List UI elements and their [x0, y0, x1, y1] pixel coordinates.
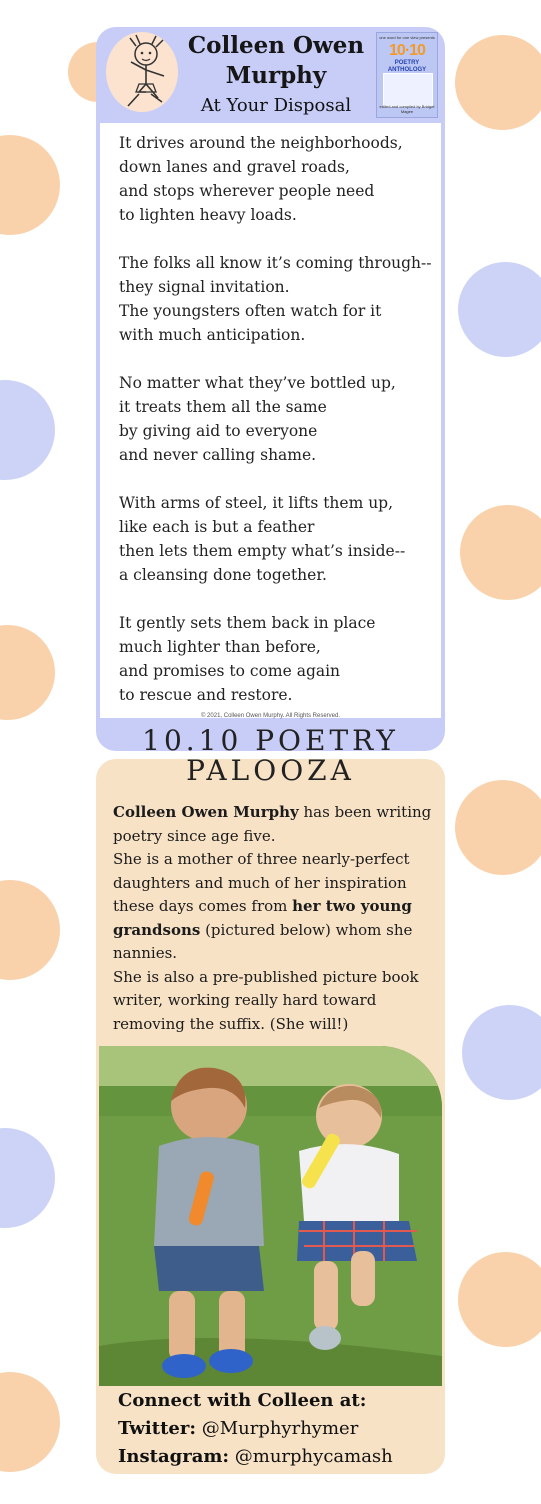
twitter-row	[118, 1415, 438, 1443]
blue-dot	[458, 262, 541, 357]
poem-header	[96, 27, 445, 123]
poem-body	[100, 123, 441, 718]
poem-line: With arms of steel, it lifts them up,	[119, 494, 394, 512]
poem-line: and promises to come again	[119, 662, 341, 680]
poem-line: No matter what they’ve bottled up,	[119, 374, 396, 392]
blue-dot	[462, 1005, 541, 1100]
book-number: 10·10	[389, 42, 425, 59]
instagram-row	[118, 1443, 438, 1471]
stick-figure-girl-icon	[106, 32, 178, 112]
bio-text: (pictured below) whom she nannies.	[113, 920, 413, 962]
copyright-notice: © 2021, Colleen Owen Murphy. All Rights Reserved.	[200, 713, 341, 719]
poem-line: to lighten heavy loads.	[119, 206, 297, 224]
poem-stanza	[119, 131, 441, 227]
orange-dot	[455, 780, 541, 875]
poem-line: then lets them empty what’s inside--	[119, 542, 406, 560]
poem-stanza	[119, 371, 441, 467]
contact-info	[118, 1387, 438, 1471]
blue-dot	[0, 380, 55, 480]
poem-card	[96, 27, 445, 751]
poem-line: The youngsters often watch for it	[119, 302, 382, 320]
poem-title: At Your Disposal	[200, 95, 352, 116]
author-name: Colleen Owen Murphy	[187, 32, 365, 89]
bio-paragraph	[113, 966, 433, 1037]
bio-paragraph	[113, 848, 433, 966]
poem-stanza	[119, 491, 441, 587]
orange-dot	[0, 880, 60, 980]
poem-line: with much anticipation.	[119, 326, 306, 344]
poem-line: a cleansing done together.	[119, 566, 327, 584]
bio-text: She is also a pre-published picture book writer, working really hard toward removing the suffix. (She will!)	[113, 967, 419, 1033]
poem-line: and stops wherever people need	[119, 182, 375, 200]
poem-line: It drives around the neighborhoods,	[119, 134, 403, 152]
orange-dot	[0, 625, 55, 720]
instagram-handle[interactable]: @murphycamash	[229, 1446, 393, 1467]
poem-line: It gently sets them back in place	[119, 614, 376, 632]
poem-line: much lighter than before,	[119, 638, 321, 656]
section-title: 10.10 POETRY PALOOZA	[142, 724, 399, 787]
poem-line: down lanes and gravel roads,	[119, 158, 350, 176]
twitter-label: Twitter:	[118, 1418, 196, 1439]
book-byline: edited and compiled by Bridget Magee	[379, 104, 435, 114]
orange-dot	[0, 135, 60, 235]
bio-text: She is a mother of three nearly-perfect daughters and much of her inspiration these days comes from	[113, 850, 410, 915]
bio-author-name: Colleen Owen Murphy	[113, 803, 299, 821]
contact-heading: Connect with Colleen at:	[118, 1390, 367, 1411]
bio-paragraph	[113, 801, 433, 848]
book-top-text: one word for one view presents	[379, 35, 435, 40]
twitter-handle[interactable]: @Murphyrhymer	[195, 1418, 359, 1439]
orange-dot	[455, 35, 541, 130]
orange-dot	[460, 505, 541, 600]
orange-dot	[458, 1252, 541, 1347]
poem-line: and never calling shame.	[119, 446, 317, 464]
book-title: POETRY ANTHOLOGY	[387, 60, 427, 73]
anthology-book-cover	[376, 32, 438, 118]
poem-line: to rescue and restore.	[119, 686, 293, 704]
instagram-label: Instagram:	[118, 1446, 230, 1467]
bio-card	[96, 759, 445, 1474]
orange-dot	[0, 1372, 60, 1472]
poem-line: like each is but a feather	[119, 518, 315, 536]
bio-text: has been writing poetry since age five.	[113, 803, 432, 845]
blue-dot	[0, 1128, 55, 1228]
poem-line: they signal invitation.	[119, 278, 290, 296]
poem-line: it treats them all the same	[119, 398, 327, 416]
poem-stanza	[119, 251, 441, 347]
grandsons-photo	[99, 1046, 442, 1386]
book-cover-art	[383, 73, 433, 107]
bio-grandsons: her two young grandsons	[113, 897, 412, 939]
author-bio	[113, 801, 433, 1036]
poem-line: by giving aid to everyone	[119, 422, 318, 440]
poem-stanza	[119, 611, 441, 707]
poem-line: The folks all know it’s coming through--	[119, 254, 432, 272]
photo-illustration	[99, 1046, 442, 1386]
